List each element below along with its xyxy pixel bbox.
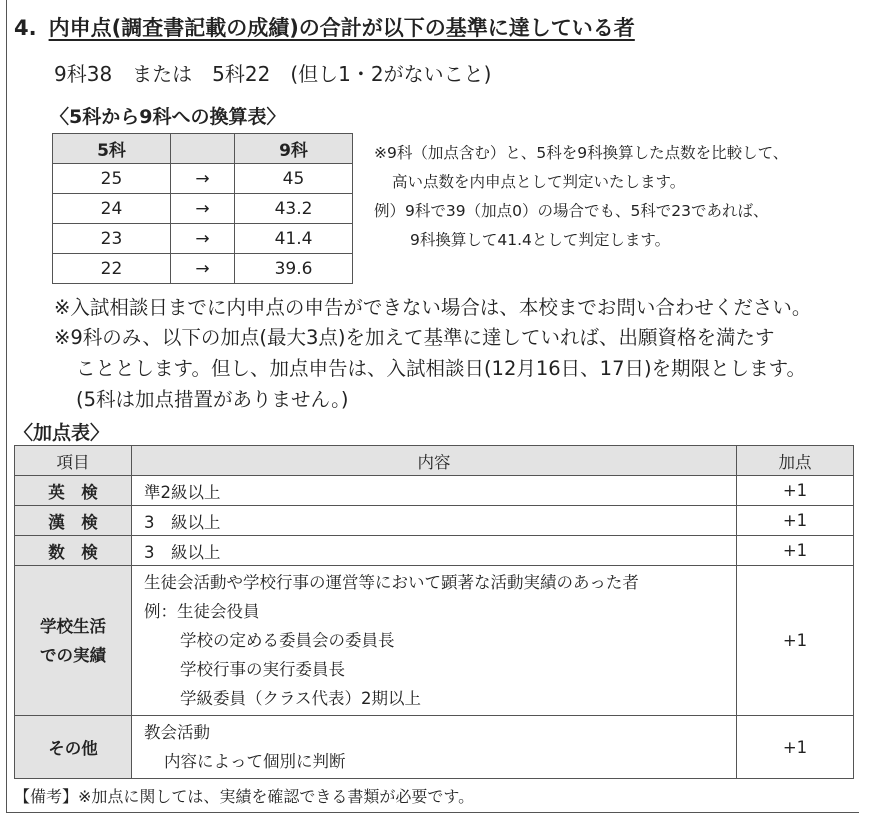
notice-inquiry: ※入試相談日までに内申点の申告ができない場合は、本校までお問い合わせください。: [54, 296, 812, 319]
conversion-cell: 25: [53, 164, 171, 194]
points-header-points: 加点: [737, 446, 854, 476]
notice-deadline: こととします。但し、加点申告は、入試相談日(12月16日、17日)を期限とします。: [76, 357, 807, 380]
content-line: 学校の定める委員会の委員長: [180, 631, 395, 650]
conversion-table: [52, 133, 353, 284]
item-line: での実績: [40, 645, 106, 665]
points-table: [14, 445, 854, 779]
conversion-note-3: 例）9科で39（加点0）の場合でも、5科で23であれば、: [374, 202, 769, 220]
conversion-header-9: 9科: [235, 134, 353, 164]
notice-bonus: ※9科のみ、以下の加点(最大3点)を加えて基準に達していれば、出願資格を満たす: [54, 326, 775, 349]
item-cell: 数 検: [15, 536, 132, 566]
content-cell: [132, 716, 737, 779]
content-cell: 3 級以上: [132, 536, 737, 566]
conversion-cell: 22: [53, 254, 171, 284]
conversion-table-title: 〈5科から9科への換算表〉: [50, 106, 286, 128]
points-cell: +1: [737, 536, 854, 566]
conversion-cell: 41.4: [235, 224, 353, 254]
conversion-header-arrow: [171, 134, 235, 164]
table-row: [15, 716, 854, 779]
content-line: 内容によって個別に判断: [164, 752, 346, 771]
conversion-note-4: 9科換算して41.4として判定します。: [410, 231, 671, 249]
section-title: 内申点(調査書記載の成績)の合計が以下の基準に達している者: [48, 16, 635, 40]
conversion-cell: 24: [53, 194, 171, 224]
content-cell: 準2級以上: [132, 476, 737, 506]
table-row: [15, 506, 854, 536]
conversion-cell: 39.6: [235, 254, 353, 284]
content-line: 学級委員（クラス代表）2期以上: [180, 689, 422, 708]
table-row: [53, 194, 353, 224]
points-cell: +1: [737, 476, 854, 506]
item-cell: 漢 検: [15, 506, 132, 536]
content-line: 学校行事の実行委員長: [180, 660, 345, 679]
remark-text: 【備考】※加点に関しては、実績を確認できる書類が必要です。: [14, 787, 475, 806]
arrow-cell: →: [171, 254, 235, 284]
points-table-title: 〈加点表〉: [14, 422, 110, 444]
item-line: 学校生活: [40, 616, 106, 636]
table-row: [15, 536, 854, 566]
points-cell: +1: [737, 566, 854, 716]
item-cell: [15, 566, 132, 716]
conversion-header-5: 5科: [53, 134, 171, 164]
conversion-cell: 45: [235, 164, 353, 194]
conversion-cell: 43.2: [235, 194, 353, 224]
points-cell: +1: [737, 716, 854, 779]
conversion-header-row: [53, 134, 353, 164]
points-cell: +1: [737, 506, 854, 536]
table-row: [15, 476, 854, 506]
content-line: 教会活動: [144, 723, 210, 742]
points-header-content: 内容: [132, 446, 737, 476]
criteria-text: 9科38 または 5科22 (但し1・2がないこと): [54, 62, 492, 86]
table-row: [53, 254, 353, 284]
table-row: [15, 566, 854, 716]
section-heading: [14, 12, 635, 42]
table-row: [53, 224, 353, 254]
arrow-cell: →: [171, 224, 235, 254]
table-row: [53, 164, 353, 194]
item-cell: 英 検: [15, 476, 132, 506]
conversion-note-1: ※9科（加点含む）と、5科を9科換算した点数を比較して、: [374, 144, 789, 162]
section-number: 4.: [14, 16, 37, 40]
notice-5-subjects: (5科は加点措置がありません。): [76, 388, 349, 411]
conversion-cell: 23: [53, 224, 171, 254]
points-header-item: 項目: [15, 446, 132, 476]
points-header-row: [15, 446, 854, 476]
content-cell: 3 級以上: [132, 506, 737, 536]
content-line: 例：生徒会役員: [144, 602, 260, 621]
content-cell: [132, 566, 737, 716]
content-line: 生徒会活動や学校行事の運営等において顕著な活動実績のあった者: [144, 573, 639, 592]
arrow-cell: →: [171, 164, 235, 194]
conversion-note-2: 高い点数を内申点として判定いたします。: [392, 173, 686, 191]
arrow-cell: →: [171, 194, 235, 224]
item-cell: その他: [15, 716, 132, 779]
